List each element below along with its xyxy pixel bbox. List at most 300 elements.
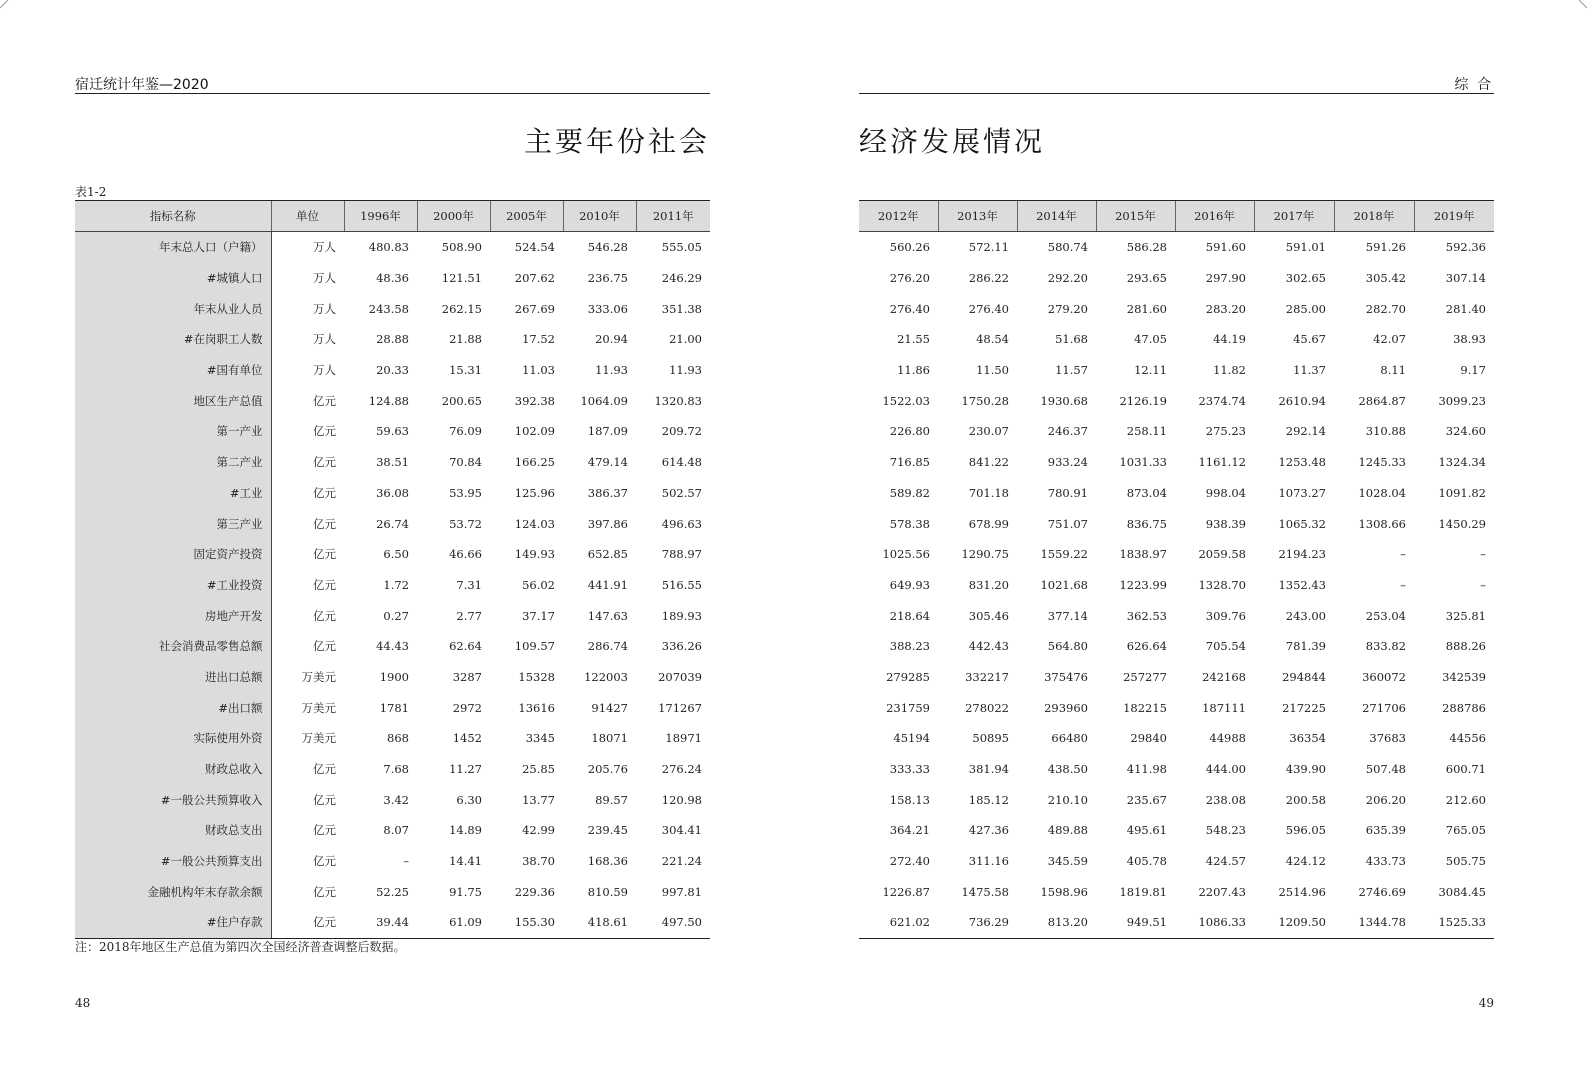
value-cell: 3.42 [383,792,409,807]
value-cell: 8.07 [383,823,409,838]
value-cell: 158.13 [889,792,930,807]
table-row [859,570,1494,601]
value-cell: 949.51 [1096,907,1175,938]
table-row [75,232,710,263]
table-row [859,876,1494,907]
table-row [75,600,710,631]
value-cell: 122003 [584,669,628,684]
value-cell: 293960 [1044,700,1088,715]
value-cell: 564.80 [1047,639,1088,654]
value-cell: 36.08 [376,485,409,500]
indicator-unit: 亿元 [313,608,336,623]
value-cell: 243.58 [368,301,409,316]
value-cell: 1021.68 [1040,577,1088,592]
value-cell: 293.65 [1126,271,1167,286]
table-header-row [859,201,1494,232]
value-cell: 45.67 [1293,332,1326,347]
value-cell: 15.31 [449,363,482,378]
header-year: 2017年 [1254,201,1334,232]
value-cell: 1161.12 [1198,455,1246,470]
value-cell: 386.37 [587,485,628,500]
value-cell: 102.09 [514,424,555,439]
value-cell: 26.74 [376,516,409,531]
value-cell: 242168 [1202,669,1246,684]
value-cell: 281.40 [1445,301,1486,316]
table-row [859,754,1494,785]
value-cell: 37683 [1369,731,1406,746]
header-indicator: 指标名称 [75,201,271,232]
value-cell: 505.75 [1445,854,1486,869]
value-cell: 282.70 [1365,301,1406,316]
value-cell: 649.93 [889,577,930,592]
table-row [859,600,1494,631]
value-cell: 276.20 [889,271,930,286]
value-cell: 276.40 [889,301,930,316]
value-cell: 1086.33 [1175,907,1254,938]
value-cell: 14.41 [449,854,482,869]
right-page [793,0,1587,1077]
value-cell: 546.28 [587,240,628,255]
value-cell: 246.29 [661,271,702,286]
indicator-name: #工业投资 [75,570,271,601]
value-cell: 333.33 [889,762,930,777]
value-cell: – [403,854,409,869]
table-row [75,416,710,447]
value-cell: 591.60 [1205,240,1246,255]
value-cell: 124.03 [514,516,555,531]
value-cell: 305.46 [968,608,1009,623]
page-title-right: 经济发展情况 [859,125,1046,158]
value-cell: 11.50 [976,363,1009,378]
value-cell: 678.99 [968,516,1009,531]
value-cell: 1031.33 [1119,455,1167,470]
value-cell: 497.50 [636,907,710,938]
value-cell: 1290.75 [961,547,1009,562]
value-cell: 508.90 [441,240,482,255]
indicator-name: 金融机构年末存款余额 [75,876,271,907]
header-year: 2000年 [417,201,490,232]
value-cell: 11.27 [449,762,482,777]
value-cell: 207039 [658,669,702,684]
value-cell: 258.11 [1126,424,1167,439]
value-cell: 480.83 [368,240,409,255]
indicator-name: 财政总支出 [75,815,271,846]
indicator-name: 第二产业 [75,447,271,478]
value-cell: 52.25 [376,884,409,899]
value-cell: 288786 [1442,700,1486,715]
value-cell: 418.61 [563,907,636,938]
value-cell: 600.71 [1445,762,1486,777]
value-cell: 37.17 [522,608,555,623]
value-cell: 701.18 [968,485,1009,500]
table-note: 注：2018年地区生产总值为第四次全国经济普查调整后数据。 [75,940,406,954]
value-cell: 1598.96 [1040,884,1088,899]
value-cell: 336.26 [661,639,702,654]
table-row [75,815,710,846]
left-page [0,0,793,1077]
value-cell: 580.74 [1047,240,1088,255]
value-cell: 205.76 [587,762,628,777]
value-cell: 149.93 [514,547,555,562]
value-cell: 302.65 [1285,271,1326,286]
value-cell: 1028.04 [1358,485,1406,500]
table-row [75,324,710,355]
value-cell: 351.38 [661,301,702,316]
value-cell: 21.55 [897,332,930,347]
table-row [75,723,710,754]
table-row [859,631,1494,662]
table-row [859,692,1494,723]
value-cell: 495.61 [1126,823,1167,838]
value-cell: 44.19 [1213,332,1246,347]
table-row [75,478,710,509]
value-cell: 1226.87 [882,884,930,899]
header-year: 2018年 [1334,201,1414,232]
value-cell: 479.14 [587,455,628,470]
value-cell: 405.78 [1126,854,1167,869]
value-cell: 262.15 [441,301,482,316]
value-cell: 44556 [1449,731,1486,746]
value-cell: 560.26 [889,240,930,255]
value-cell: 209.72 [661,424,702,439]
table-row [75,692,710,723]
value-cell: 11.93 [669,363,702,378]
value-cell: 345.59 [1047,854,1088,869]
table-row [75,570,710,601]
value-cell: 438.50 [1047,762,1088,777]
table-row [75,385,710,416]
indicator-name: #出口额 [75,692,271,723]
value-cell: 47.05 [1134,332,1167,347]
value-cell: 311.16 [968,854,1009,869]
value-cell: 1320.83 [654,393,702,408]
value-cell: 998.04 [1205,485,1246,500]
value-cell: 592.36 [1445,240,1486,255]
value-cell: 1025.56 [882,547,930,562]
value-cell: 1209.50 [1254,907,1334,938]
value-cell: 66480 [1051,731,1088,746]
value-cell: 332217 [965,669,1009,684]
value-cell: 3287 [452,669,482,684]
indicator-unit: 亿元 [313,393,336,408]
value-cell: 15328 [518,669,555,684]
value-cell: 433.73 [1365,854,1406,869]
value-cell: 243.00 [1285,608,1326,623]
table-row [859,232,1494,263]
value-cell: 294844 [1282,669,1326,684]
indicator-unit: 亿元 [313,424,336,439]
value-cell: 427.36 [968,823,1009,838]
value-cell: 305.42 [1365,271,1406,286]
table-row [75,539,710,570]
value-cell: 780.91 [1047,485,1088,500]
value-cell: 235.67 [1126,792,1167,807]
value-cell: – [1480,577,1486,592]
value-cell: 938.39 [1205,516,1246,531]
value-cell: 125.96 [514,485,555,500]
value-cell: 2972 [452,700,482,715]
value-cell: 705.54 [1205,639,1246,654]
header-rule-left [75,93,710,94]
table-row [75,846,710,877]
value-cell: 18071 [591,731,628,746]
value-cell: 831.20 [968,577,1009,592]
value-cell: 189.93 [661,608,702,623]
value-cell: 20.33 [376,363,409,378]
value-cell: 375476 [1044,669,1088,684]
value-cell: 502.57 [661,485,702,500]
value-cell: 21.88 [449,332,482,347]
value-cell: 276.24 [661,762,702,777]
value-cell: 586.28 [1126,240,1167,255]
indicator-unit: 亿元 [271,907,344,938]
header-year: 2013年 [938,201,1017,232]
value-cell: 185.12 [968,792,1009,807]
table-row [859,324,1494,355]
table-row [75,662,710,693]
value-cell: 2864.87 [1358,393,1406,408]
value-cell: 342539 [1442,669,1486,684]
value-cell: 716.85 [889,455,930,470]
table-header-row [75,201,710,232]
value-cell: 166.25 [514,455,555,470]
value-cell: 45194 [893,731,930,746]
value-cell: 751.07 [1047,516,1088,531]
value-cell: 424.57 [1205,854,1246,869]
value-cell: 1352.43 [1278,577,1326,592]
value-cell: 626.64 [1126,639,1167,654]
indicator-name: #住户存款 [75,907,271,938]
value-cell: 388.23 [889,639,930,654]
value-cell: 187111 [1202,700,1246,715]
value-cell: 206.20 [1365,792,1406,807]
value-cell: 2.77 [456,608,482,623]
value-cell: 997.81 [661,884,702,899]
value-cell: 578.38 [889,516,930,531]
value-cell: 364.21 [889,823,930,838]
table-row [859,723,1494,754]
value-cell: 279285 [886,669,930,684]
value-cell: 267.69 [514,301,555,316]
value-cell: 42.99 [522,823,555,838]
header-year: 2012年 [859,201,938,232]
value-cell: 36354 [1289,731,1326,746]
value-cell: 333.06 [587,301,628,316]
value-cell: 25.85 [522,762,555,777]
table-number: 表1-2 [75,185,107,199]
value-cell: 324.60 [1445,424,1486,439]
indicator-name: 社会消费品零售总额 [75,631,271,662]
indicator-unit: 万美元 [301,731,336,746]
value-cell: 516.55 [661,577,702,592]
value-cell: 230.07 [968,424,1009,439]
value-cell: 246.37 [1047,424,1088,439]
indicator-name: 年末总人口（户籍） [75,232,271,263]
value-cell: 548.23 [1205,823,1246,838]
value-cell: 381.94 [968,762,1009,777]
indicator-name: #一般公共预算支出 [75,846,271,877]
value-cell: 7.68 [383,762,409,777]
value-cell: 200.58 [1285,792,1326,807]
value-cell: 635.39 [1365,823,1406,838]
value-cell: 524.54 [514,240,555,255]
value-cell: 61.09 [417,907,490,938]
table-row [859,907,1494,938]
table-row [859,385,1494,416]
value-cell: 3345 [525,731,555,746]
indicator-unit: 万人 [313,363,336,378]
value-cell: 868 [387,731,409,746]
value-cell: 231759 [886,700,930,715]
table-row [75,447,710,478]
table-row [75,631,710,662]
value-cell: 1245.33 [1358,455,1406,470]
indicator-name: #城镇人口 [75,263,271,294]
value-cell: 2514.96 [1278,884,1326,899]
value-cell: 42.07 [1373,332,1406,347]
value-cell: 2746.69 [1358,884,1406,899]
value-cell: 212.60 [1445,792,1486,807]
value-cell: 309.76 [1205,608,1246,623]
value-cell: 444.00 [1205,762,1246,777]
value-cell: 238.08 [1205,792,1246,807]
value-cell: 2207.43 [1198,884,1246,899]
value-cell: 39.44 [344,907,417,938]
value-cell: 841.22 [968,455,1009,470]
table-row [859,293,1494,324]
page-number-right: 49 [1478,996,1494,1010]
value-cell: 1819.81 [1119,884,1167,899]
value-cell: 292.14 [1285,424,1326,439]
value-cell: 91.75 [449,884,482,899]
value-cell: 1525.33 [1414,907,1494,938]
indicator-name: 年末从业人员 [75,293,271,324]
indicator-name: 房地产开发 [75,600,271,631]
value-cell: 377.14 [1047,608,1088,623]
value-cell: 59.63 [376,424,409,439]
value-cell: 276.40 [968,301,1009,316]
value-cell: 555.05 [661,240,702,255]
header-unit: 单位 [271,201,344,232]
value-cell: 11.86 [897,363,930,378]
indicator-name: 财政总收入 [75,754,271,785]
value-cell: 304.41 [661,823,702,838]
value-cell: 13616 [518,700,555,715]
value-cell: 271706 [1362,700,1406,715]
value-cell: 21.00 [669,332,702,347]
value-cell: 272.40 [889,854,930,869]
value-cell: 292.20 [1047,271,1088,286]
value-cell: 836.75 [1126,516,1167,531]
value-cell: 76.09 [449,424,482,439]
value-cell: 489.88 [1047,823,1088,838]
table-row [859,815,1494,846]
value-cell: – [1400,547,1406,562]
value-cell: 13.77 [522,792,555,807]
value-cell: 1781 [379,700,409,715]
value-cell: 283.20 [1205,301,1246,316]
value-cell: 1344.78 [1334,907,1414,938]
value-cell: 496.63 [661,516,702,531]
indicator-unit: 万人 [313,271,336,286]
value-cell: 281.60 [1126,301,1167,316]
value-cell: 7.31 [456,577,482,592]
value-cell: 1091.82 [1438,485,1486,500]
value-cell: 14.89 [449,823,482,838]
table-row [859,447,1494,478]
value-cell: 1324.34 [1438,455,1486,470]
value-cell: 221.24 [661,854,702,869]
value-cell: 109.57 [514,639,555,654]
value-cell: 591.26 [1365,240,1406,255]
value-cell: 411.98 [1126,762,1167,777]
indicator-name: 第一产业 [75,416,271,447]
value-cell: 11.57 [1055,363,1088,378]
value-cell: 1064.09 [580,393,628,408]
value-cell: 788.97 [661,547,702,562]
value-cell: 147.63 [587,608,628,623]
value-cell: 46.66 [449,547,482,562]
value-cell: 91427 [591,700,628,715]
value-cell: 813.20 [1017,907,1096,938]
value-cell: 124.88 [368,393,409,408]
indicator-unit: 亿元 [313,639,336,654]
value-cell: 1.72 [383,577,409,592]
indicator-name: 第三产业 [75,508,271,539]
table-row [75,355,710,386]
value-cell: 217225 [1282,700,1326,715]
table-row [75,784,710,815]
value-cell: 297.90 [1205,271,1246,286]
value-cell: 275.23 [1205,424,1246,439]
indicator-unit: 亿元 [313,485,336,500]
value-cell: 397.86 [587,516,628,531]
value-cell: 50895 [972,731,1009,746]
value-cell: 933.24 [1047,455,1088,470]
value-cell: 239.45 [587,823,628,838]
value-cell: 507.48 [1365,762,1406,777]
value-cell: 53.95 [449,485,482,500]
table-row [75,508,710,539]
value-cell: 360072 [1362,669,1406,684]
value-cell: 441.91 [587,577,628,592]
value-cell: 424.12 [1285,854,1326,869]
value-cell: 207.62 [514,271,555,286]
value-cell: 48.36 [376,271,409,286]
value-cell: 286.74 [587,639,628,654]
indicator-unit: 万美元 [301,700,336,715]
value-cell: 362.53 [1126,608,1167,623]
header-year: 2015年 [1096,201,1175,232]
header-year: 2005年 [490,201,563,232]
value-cell: 6.50 [383,547,409,562]
running-head-left: 宿迁统计年鉴—2020 [75,77,209,93]
value-cell: 56.02 [522,577,555,592]
value-cell: 572.11 [968,240,1009,255]
indicator-unit: 万人 [313,332,336,347]
value-cell: 155.30 [490,907,563,938]
value-cell: 187.09 [587,424,628,439]
value-cell: – [1480,547,1486,562]
value-cell: 226.80 [889,424,930,439]
value-cell: 1559.22 [1040,547,1088,562]
header-year: 2019年 [1414,201,1494,232]
header-year: 2011年 [636,201,710,232]
table-row [859,784,1494,815]
value-cell: 621.02 [859,907,938,938]
value-cell: 325.81 [1445,608,1486,623]
value-cell: 1900 [379,669,409,684]
